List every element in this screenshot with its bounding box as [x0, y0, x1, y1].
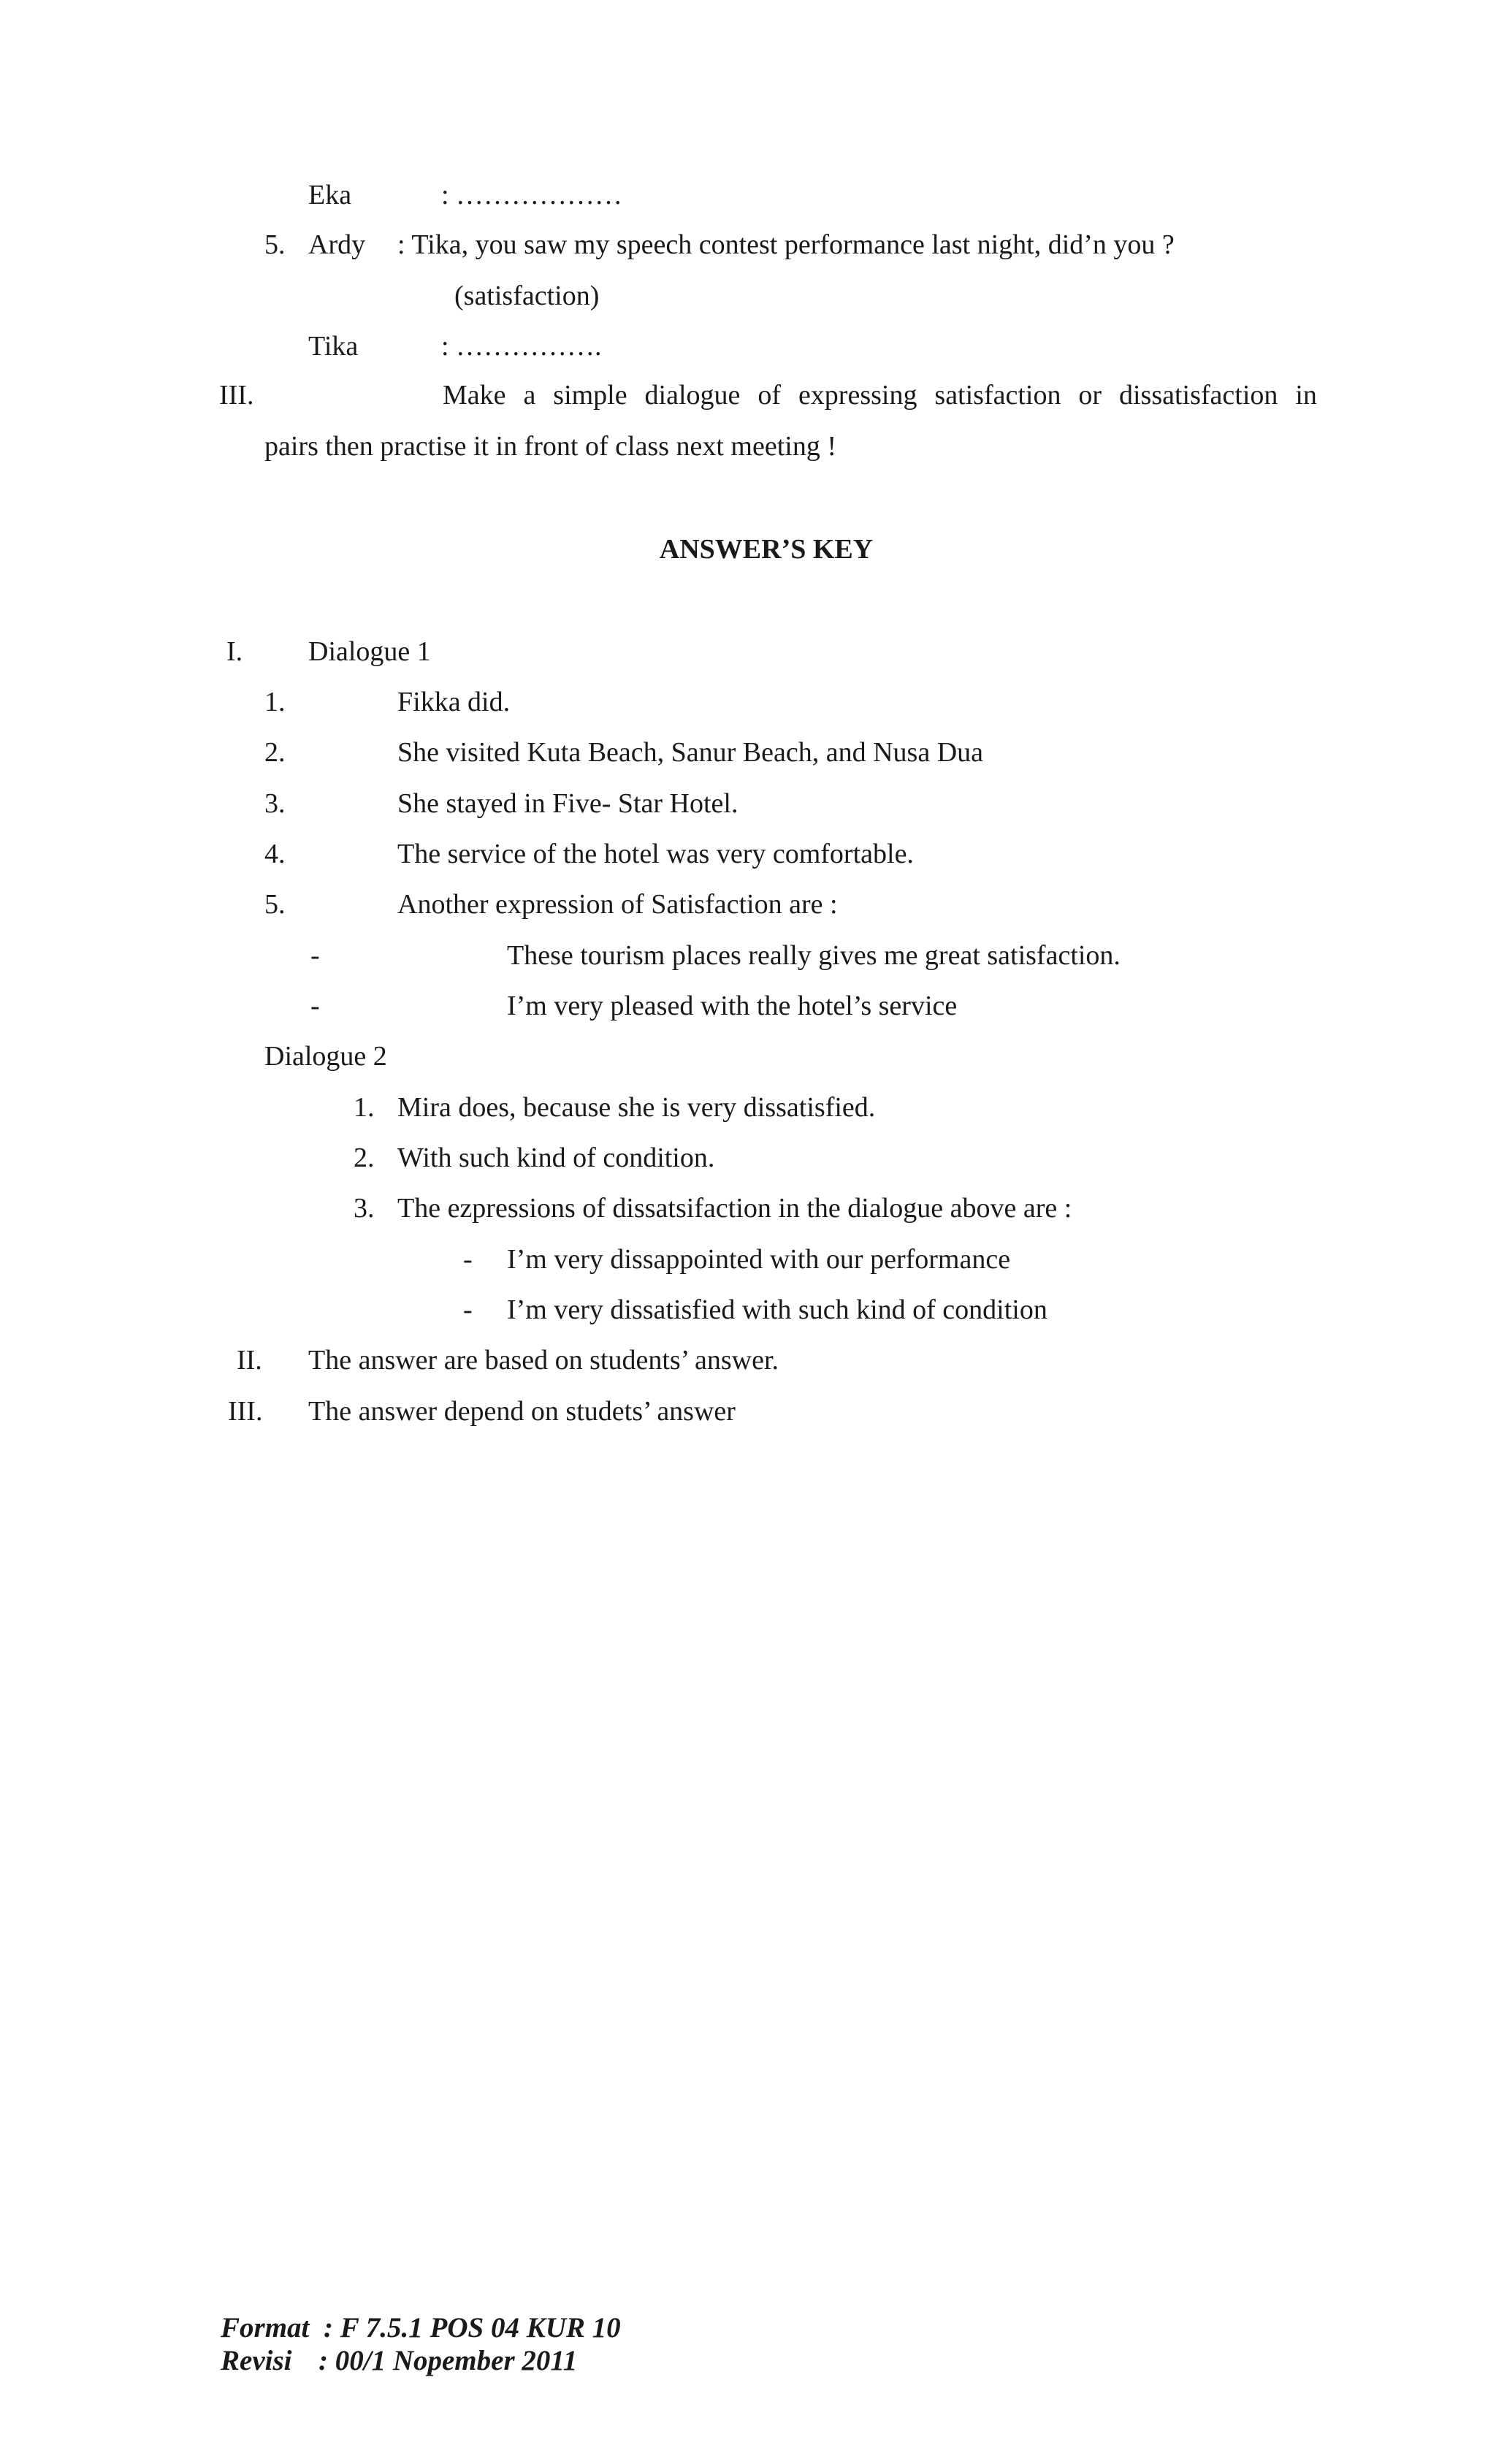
instruction-word: expressing: [798, 380, 917, 411]
section-number: III.: [219, 380, 254, 411]
answer-text: Fikka did.: [397, 687, 511, 717]
bullet-text: I’m very pleased with the hotel’s service: [507, 991, 958, 1021]
answer-number: 3.: [354, 1193, 375, 1224]
instruction-line-1: [443, 381, 1317, 409]
answer-number: 2.: [264, 737, 286, 768]
answer-number: 2.: [354, 1143, 375, 1173]
answer-number: 3.: [264, 788, 286, 819]
instruction-word: satisfaction: [934, 380, 1061, 411]
revision-value: : 00/1 Nopember 2011: [318, 2345, 578, 2376]
eka-answer-blank: : ………………: [441, 180, 623, 210]
answer-text: She visited Kuta Beach, Sanur Beach, and Nusa Dua: [397, 737, 984, 768]
instruction-word: of: [757, 380, 781, 411]
speaker-tika: Tika: [308, 331, 359, 362]
expression-hint: (satisfaction): [454, 281, 600, 311]
answer-text: The ezpressions of dissatsifaction in the dialogue above are :: [397, 1193, 1072, 1224]
section-number: II.: [237, 1345, 262, 1376]
format-label: Format: [221, 2312, 310, 2343]
instruction-word: dialogue: [644, 380, 741, 411]
answer-key-title: ANSWER’S KEY: [659, 534, 874, 565]
section-number: I.: [226, 636, 243, 667]
bullet-dash: -: [310, 991, 320, 1021]
instruction-word: or: [1078, 380, 1102, 411]
answer-text: The service of the hotel was very comfortable.: [397, 839, 914, 869]
instruction-word: simple: [553, 380, 627, 411]
bullet-text: I’m very dissatisfied with such kind of condition: [507, 1294, 1047, 1325]
bullet-text: I’m very dissappointed with our performance: [507, 1244, 1011, 1275]
answer-text: Mira does, because she is very dissatisfied.: [397, 1092, 876, 1123]
answer-text: She stayed in Five- Star Hotel.: [397, 788, 739, 819]
instruction-word: dissatisfaction: [1119, 380, 1278, 411]
ardy-line: : Tika, you saw my speech contest performance last night, did’n you ?: [397, 229, 1175, 260]
answer-number: 4.: [264, 839, 286, 869]
answer-text: Another expression of Satisfaction are :: [397, 889, 838, 920]
revision-label: Revisi: [221, 2345, 292, 2376]
instruction-line-2: pairs then practise it in front of class next meeting !: [264, 431, 836, 462]
answer-number: 1.: [264, 687, 286, 717]
tika-answer-blank: : …………….: [441, 331, 602, 362]
format-value: : F 7.5.1 POS 04 KUR 10: [324, 2312, 621, 2343]
instruction-word: a: [523, 380, 536, 411]
dialogue-title: Dialogue 2: [264, 1041, 387, 1072]
item-number: 5.: [264, 229, 286, 260]
bullet-dash: -: [310, 940, 320, 971]
answer-number: 5.: [264, 889, 286, 920]
answer-text: With such kind of condition.: [397, 1143, 715, 1173]
speaker-eka: Eka: [308, 180, 352, 210]
section-number: III.: [228, 1396, 263, 1427]
bullet-text: These tourism places really gives me great satisfaction.: [507, 940, 1121, 971]
instruction-word: in: [1295, 380, 1317, 411]
section-answer: The answer are based on students’ answer.: [308, 1345, 779, 1376]
answer-number: 1.: [354, 1092, 375, 1123]
bullet-dash: -: [463, 1244, 473, 1275]
instruction-word: Make: [443, 380, 506, 411]
section-answer: The answer depend on studets’ answer: [308, 1396, 736, 1427]
bullet-dash: -: [463, 1294, 473, 1325]
speaker-ardy: Ardy: [308, 229, 366, 260]
dialogue-title: Dialogue 1: [308, 636, 431, 667]
